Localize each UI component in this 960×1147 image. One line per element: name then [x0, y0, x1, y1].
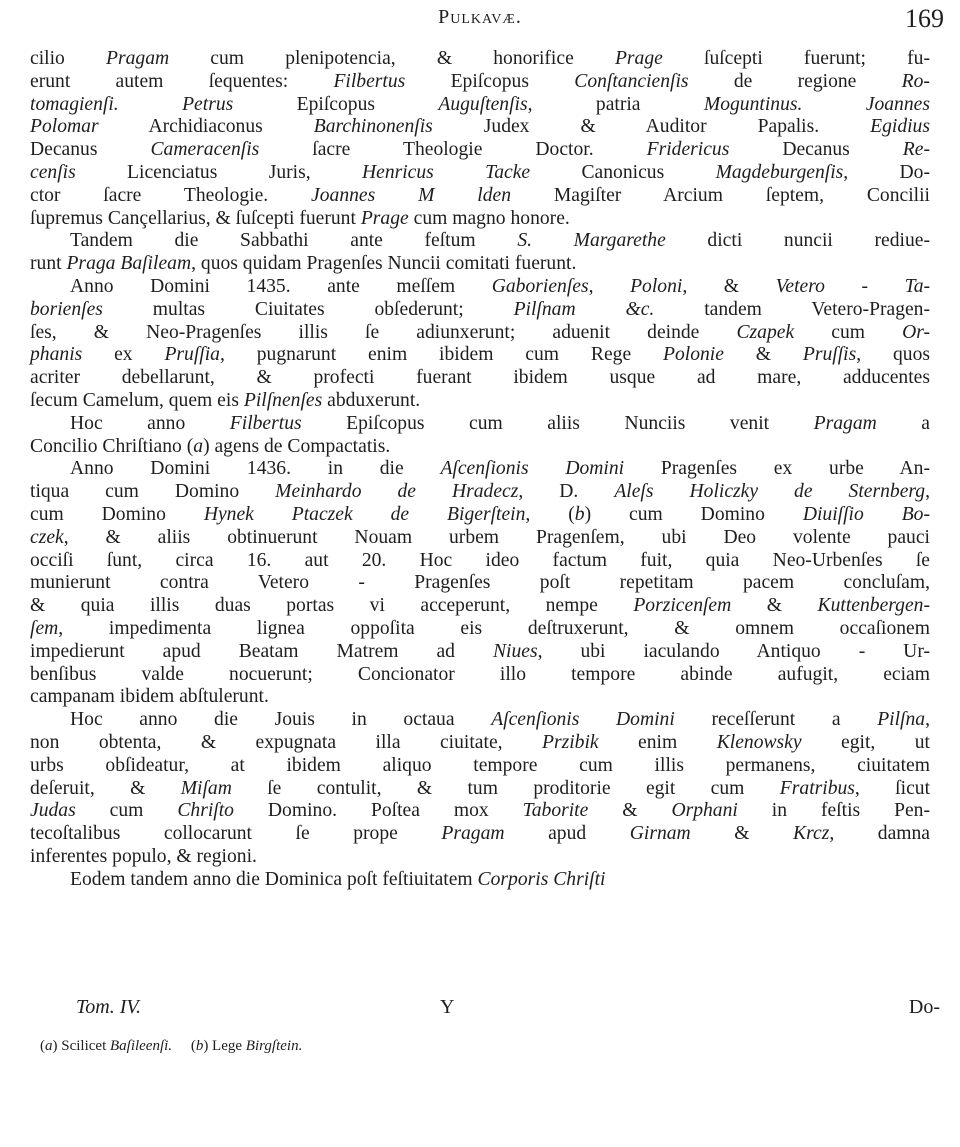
text-line: ſes, & Neo-Pragenſes illis ſe adiunxerunt; aduenit deinde Czapek cum Or-: [30, 321, 930, 343]
text-line: & quia illis duas portas vi acceperunt, nempe Porzicenſem & Kuttenbergen-: [30, 595, 930, 617]
body-text: [30, 48, 930, 891]
text-line: deſeruit, & Miſam ſe contulit, & tum proditorie egit cum Fratribus, ſicut: [30, 777, 931, 799]
page-header: [0, 2, 960, 36]
text-line: runt Praga Baſileam, quos quidam Pragenſes Nuncii comitati fuerunt.: [30, 253, 577, 275]
text-line: tomagienſi. Petrus Epiſcopus Auguſtenſis, patria Moguntinus. Joannes: [30, 93, 930, 115]
text-line: occiſi ſunt, circa 16. aut 20. Hoc ideo factum fuit, quia Neo-Urbenſes ſe: [30, 549, 930, 571]
text-line: Anno Domini 1436. in die Aſcenſionis Domini Pragenſes ex urbe An-: [70, 458, 930, 480]
text-line: ſem, impedimenta lignea oppoſita eis deſtruxerunt, & omnem occaſionem: [30, 617, 930, 639]
text-line: Hoc anno Filbertus Epiſcopus cum aliis Nunciis venit Pragam a: [70, 412, 930, 434]
text-line: erunt autem ſequentes: Filbertus Epiſcopus Conſtancienſis de regione Ro-: [30, 70, 930, 92]
text-line: Concilio Chriſtiano (a) agens de Compactatis.: [30, 435, 391, 457]
text-line: urbs obſideatur, at ibidem aliquo tempore cum illis permanens, ciuitatem: [30, 754, 930, 776]
text-line: Hoc anno die Jouis in octaua Aſcenſionis Domini receſſerunt a Pilſna,: [70, 709, 931, 731]
text-line: tiqua cum Domino Meinhardo de Hradecz, D. Aleſs Holiczky de Sternberg,: [30, 481, 930, 503]
text-line: non obtenta, & expugnata illa ciuitate, Przibik enim Klenowsky egit, ut: [30, 731, 930, 753]
text-line: borienſes multas Ciuitates obſederunt; Pilſnam &c. tandem Vetero-Pragen-: [30, 298, 931, 320]
signature-mark: Y: [440, 996, 455, 1018]
text-line: Eodem tandem anno die Dominica poſt feſtiuitatem Corporis Chriſti: [70, 868, 606, 890]
text-line: inferentes populo, & regioni.: [30, 845, 257, 867]
text-line: cum Domino Hynek Ptaczek de Bigerſtein, (b) cum Domino Diuiſſio Bo-: [30, 503, 931, 525]
text-line: tecoſtalibus collocarunt ſe prope Pragam apud Girnam & Krcz, damna: [30, 823, 930, 845]
text-line: ſupremus Cançellarius, & ſuſcepti fuerunt Prage cum magno honore.: [30, 207, 570, 229]
text-line: impedierunt apud Beatam Matrem ad Niues, ubi iaculando Antiquo - Ur-: [30, 640, 930, 662]
text-line: czek, & aliis obtinuerunt Nouam urbem Pragenſem, ubi Deo volente pauci: [30, 526, 930, 548]
page-number: 169: [905, 4, 944, 33]
page-foot: [76, 996, 940, 1024]
running-title: Pulkavæ.: [438, 6, 522, 28]
text-line: campanam ibidem abſtulerunt.: [30, 686, 269, 708]
text-line: Judas cum Chriſto Domino. Poſtea mox Taborite & Orphani in feſtis Pen-: [30, 800, 930, 822]
text-line: Decanus Cameracenſis ſacre Theologie Doctor. Fridericus Decanus Re-: [30, 139, 930, 161]
text-line: cenſis Licenciatus Juris, Henricus Tacke Canonicus Magdeburgenſis, Do-: [30, 161, 930, 183]
text-line: acriter debellarunt, & profecti fuerant ibidem usque ad mare, adducentes: [30, 367, 930, 389]
text-line: phanis ex Pruſſia, pugnarunt enim ibidem cum Rege Polonie & Pruſſis, quos: [30, 344, 930, 366]
catchword: Do-: [908, 996, 940, 1018]
footnotes: (a) Scilicet Baſileenſi. (b) Lege Birgſtein.: [40, 1038, 303, 1054]
text-line: Tandem die Sabbathi ante feſtum S. Margarethe dicti nuncii rediue-: [70, 230, 930, 252]
text-line: Polomar Archidiaconus Barchinonenſis Judex & Auditor Papalis. Egidius: [30, 116, 930, 138]
text-line: ſecum Camelum, quem eis Pilſnenſes abduxerunt.: [30, 389, 421, 411]
volume-label: Tom. IV.: [76, 996, 142, 1018]
text-line: benſibus valde nocuerunt; Concionator illo tempore abinde aufugit, eciam: [30, 663, 930, 685]
text-line: cilio Pragam cum plenipotencia, & honorifice Prage ſuſcepti fuerunt; fu-: [30, 48, 930, 69]
text-line: munierunt contra Vetero - Pragenſes poſt repetitam pacem concluſam,: [30, 572, 930, 594]
text-line: Anno Domini 1435. ante meſſem Gaborienſes, Poloni, & Vetero - Ta-: [70, 275, 931, 297]
text-line: ctor ſacre Theologie. Joannes M lden Magiſter Arcium ſeptem, Concilii: [30, 184, 930, 206]
